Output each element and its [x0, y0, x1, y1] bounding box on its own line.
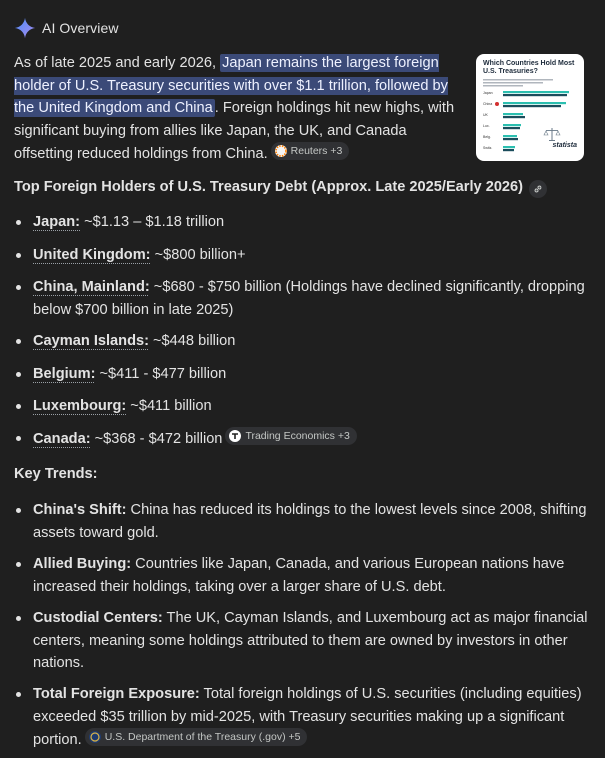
source-chip-label: Trading Economics +3: [245, 430, 350, 442]
trend-label: Total Foreign Exposure:: [33, 686, 200, 702]
summary-lead: As of late 2025 and early 2026,: [14, 55, 221, 71]
holding-value: ~$368 - $472 billion: [90, 431, 223, 447]
trend-label: Allied Buying:: [33, 556, 132, 572]
thumb-label-switzerland: Switz.: [483, 146, 493, 150]
thumb-label-japan: Japan: [483, 91, 493, 95]
ai-overview-title: AI Overview: [42, 20, 119, 36]
source-chip-label: U.S. Department of the Treasury (.gov) +5: [104, 731, 301, 743]
list-item-japan: [14, 211, 589, 234]
trend-label: Custodial Centers:: [33, 610, 163, 626]
country-link-japan[interactable]: Japan:: [33, 214, 81, 230]
trend-item-china-shift: [14, 499, 589, 544]
thumb-label-uk: UK: [483, 113, 488, 117]
statista-brand: statista: [552, 142, 577, 149]
holding-value: ~$411 billion: [126, 398, 212, 414]
link-icon[interactable]: [529, 180, 547, 198]
thumbnail-subtitle-lines: [483, 78, 573, 88]
holding-value: ~$680 - $750 billion (Holdings have declined significantly, dropping below $700 billion in late 2025): [33, 279, 585, 318]
trend-text: Countries like Japan, Canada, and various European nations have increased their holdings, taking over a larger share of U.S. debt.: [33, 556, 565, 595]
country-link-uk[interactable]: United Kingdom:: [33, 247, 151, 263]
thumb-label-belgium: Belg.: [483, 135, 491, 139]
trading-economics-logo-icon: [229, 430, 241, 442]
trend-text: The UK, Cayman Islands, and Luxembourg act as major financial centers, meaning some holdings attributed to them are owned by investors in other nations.: [33, 610, 588, 671]
country-link-belgium[interactable]: Belgium:: [33, 366, 96, 382]
summary-highlight: Japan remains the largest foreign holder of U.S. Treasury securities with over $1.1 trillion, followed by the United Kingdom and China: [14, 55, 448, 116]
holders-section-title: [14, 176, 547, 198]
source-chip-trading-economics[interactable]: [225, 427, 356, 445]
overview-summary: [14, 52, 464, 166]
trend-item-total-exposure: [14, 683, 589, 752]
trend-item-allied-buying: [14, 553, 589, 598]
reuters-logo-icon: [275, 145, 287, 157]
holding-value: ~$411 - $477 billion: [95, 366, 227, 382]
holding-value: ~$1.13 – $1.18 trillion: [80, 214, 225, 230]
country-link-canada[interactable]: Canada:: [33, 431, 91, 447]
thumb-label-luxembourg: Lux.: [483, 124, 490, 128]
country-link-china[interactable]: China, Mainland:: [33, 279, 150, 295]
summary-rest: . Foreign holdings hit new highs, with significant buying from allies like Japan, the UK, and Canada offsetting reduced holdings from China.: [14, 100, 455, 162]
list-item-belgium: [14, 363, 589, 386]
list-item-uk: [14, 244, 589, 267]
source-chip-treasury[interactable]: [85, 728, 308, 746]
list-item-canada: [14, 427, 589, 451]
holding-value: ~$448 billion: [148, 333, 236, 349]
list-item-luxembourg: [14, 395, 589, 418]
trend-label: China's Shift:: [33, 502, 127, 518]
statista-thumbnail[interactable]: [476, 54, 584, 161]
ai-overview-header: [14, 17, 119, 39]
trends-section-title: Key Trends:: [14, 466, 98, 482]
country-link-cayman[interactable]: Cayman Islands:: [33, 333, 149, 349]
country-link-luxembourg[interactable]: Luxembourg:: [33, 398, 127, 414]
holding-value: ~$800 billion+: [150, 247, 246, 263]
list-item-cayman: [14, 330, 589, 353]
trend-text: China has reduced its holdings to the lowest levels since 2008, shifting assets toward gold.: [33, 502, 587, 541]
source-chip-label: Reuters +3: [290, 145, 343, 157]
trend-text: Total foreign holdings of U.S. securities (including equities) exceeded $35 trillion by mid-2025, with Treasury securities making up a significant portion.: [33, 686, 582, 748]
thumb-label-china: China: [483, 102, 493, 106]
treasury-seal-icon: [89, 731, 101, 743]
thumbnail-title: Which Countries Hold Most U.S. Treasuries?: [483, 60, 575, 75]
trend-item-custodial-centers: [14, 607, 589, 675]
source-chip-reuters[interactable]: [271, 142, 350, 160]
gemini-sparkle-icon: [14, 17, 36, 39]
holders-section-title-text: Top Foreign Holders of U.S. Treasury Debt (Approx. Late 2025/Early 2026): [14, 179, 524, 195]
list-item-china: [14, 276, 589, 321]
